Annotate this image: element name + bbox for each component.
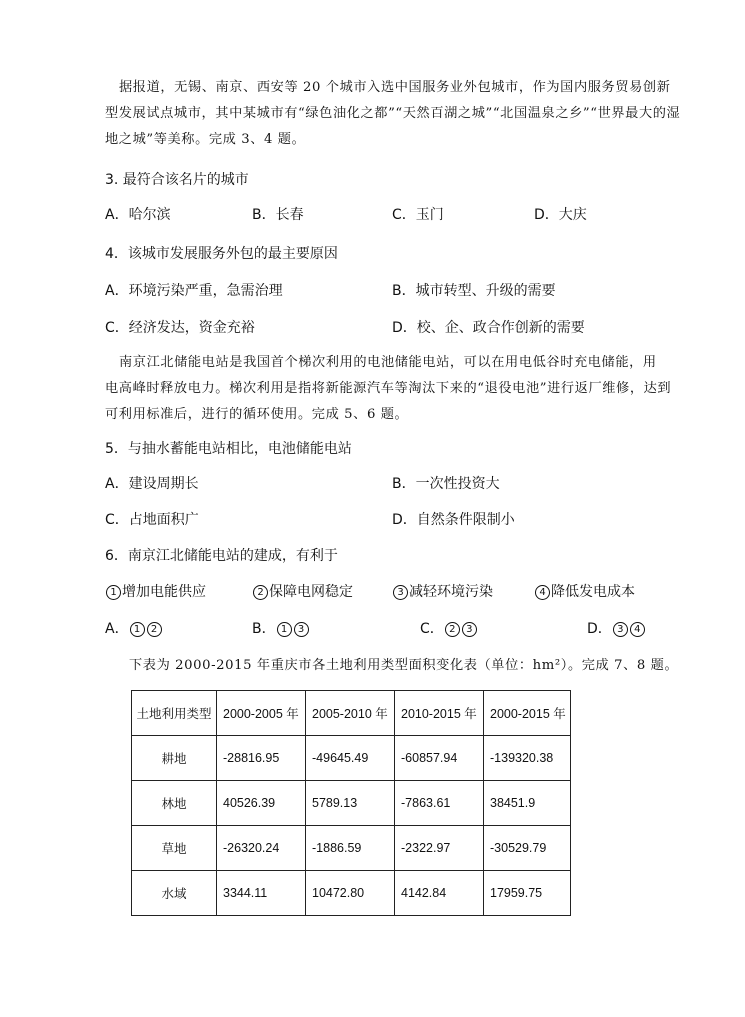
item-text: 降低发电成本 xyxy=(551,584,635,600)
question-3-option-d: D．大庆 xyxy=(534,207,587,223)
table-cell: -60857.94 xyxy=(395,736,484,781)
table-cell: 17959.75 xyxy=(484,871,571,916)
circled-number: 3 xyxy=(462,622,477,637)
table-cell: -139320.38 xyxy=(484,736,571,781)
question-4-stem: 4．该城市发展服务外包的最主要原因 xyxy=(105,246,338,262)
table-header-cell: 2010-2015 年 xyxy=(395,691,484,736)
passage-5-6 xyxy=(105,350,672,428)
item-text: 减轻环境污染 xyxy=(409,584,493,600)
table-header-cell: 2005-2010 年 xyxy=(306,691,395,736)
passage-line: 可利用标准后，进行的循环使用。完成 5、6 题。 xyxy=(105,407,409,422)
question-5-option-d: D．自然条件限制小 xyxy=(392,512,515,528)
question-6-item-4 xyxy=(534,582,635,602)
circled-number: 3 xyxy=(613,622,628,637)
question-3-option-a: A．哈尔滨 xyxy=(105,207,171,223)
circled-number: 1 xyxy=(277,622,292,637)
table-cell: 5789.13 xyxy=(306,781,395,826)
table-row xyxy=(132,826,571,871)
table-header-cell: 2000-2005 年 xyxy=(217,691,306,736)
table-row xyxy=(132,736,571,781)
question-6-option-b xyxy=(252,619,310,639)
option-letter: C． xyxy=(420,621,444,637)
circled-number: 4 xyxy=(535,585,550,600)
table-header-cell: 土地利用类型 xyxy=(132,691,217,736)
table-cell: 3344.11 xyxy=(217,871,306,916)
table-cell: 水域 xyxy=(132,871,217,916)
question-5-option-c: C．占地面积广 xyxy=(105,512,199,528)
table-cell: 4142.84 xyxy=(395,871,484,916)
question-3-stem: 3. 最符合该名片的城市 xyxy=(105,172,249,188)
question-4-option-d: D．校、企、政合作创新的需要 xyxy=(392,320,585,336)
passage-line: 电高峰时释放电力。梯次利用是指将新能源汽车等淘汰下来的“退役电池”进行返厂维修，达到 xyxy=(105,381,672,396)
question-6-option-c xyxy=(420,619,478,639)
option-letter: B． xyxy=(252,621,276,637)
passage-line: 据报道，无锡、南京、西安等 20 个城市入选中国服务业外包城市，作为国内服务贸易创新 xyxy=(119,80,671,95)
table-cell: -2322.97 xyxy=(395,826,484,871)
question-4-option-c: C．经济发达，资金充裕 xyxy=(105,320,255,336)
question-6-stem: 6．南京江北储能电站的建成，有利于 xyxy=(105,548,338,564)
passage-line: 地之城”等美称。完成 3、4 题。 xyxy=(105,132,306,147)
question-3-option-c: C．玉门 xyxy=(392,207,444,223)
question-5-stem: 5．与抽水蓄能电站相比，电池储能电站 xyxy=(105,441,352,457)
item-text: 增加电能供应 xyxy=(122,584,206,600)
table-cell: -26320.24 xyxy=(217,826,306,871)
table-cell: 40526.39 xyxy=(217,781,306,826)
question-3-option-b: B．长春 xyxy=(252,207,304,223)
question-6-item-3 xyxy=(392,582,493,602)
circled-number: 1 xyxy=(130,622,145,637)
circled-number: 3 xyxy=(294,622,309,637)
question-5-option-a: A．建设周期长 xyxy=(105,476,199,492)
table-header-row xyxy=(132,691,571,736)
table-row xyxy=(132,781,571,826)
circled-number: 1 xyxy=(106,585,121,600)
land-use-table xyxy=(131,690,571,916)
passage-line: 下表为 2000-2015 年重庆市各土地利用类型面积变化表（单位：hm²）。完成 7、8 题。 xyxy=(129,658,679,673)
question-6-option-a xyxy=(105,619,163,639)
question-6-option-d xyxy=(587,619,646,639)
table-cell: 38451.9 xyxy=(484,781,571,826)
item-text: 保障电网稳定 xyxy=(269,584,353,600)
passage-3-4 xyxy=(105,75,681,153)
option-letter: D． xyxy=(587,621,612,637)
table-cell: -30529.79 xyxy=(484,826,571,871)
question-6-item-1 xyxy=(105,582,206,602)
circled-number: 2 xyxy=(253,585,268,600)
circled-number: 2 xyxy=(445,622,460,637)
question-6-item-2 xyxy=(252,582,353,602)
circled-number: 2 xyxy=(147,622,162,637)
table-cell: 草地 xyxy=(132,826,217,871)
table-header-cell: 2000-2015 年 xyxy=(484,691,571,736)
question-4-option-b: B．城市转型、升级的需要 xyxy=(392,283,556,299)
circled-number: 4 xyxy=(630,622,645,637)
table-cell: -7863.61 xyxy=(395,781,484,826)
question-4-option-a: A．环境污染严重，急需治理 xyxy=(105,283,283,299)
table-cell: -28816.95 xyxy=(217,736,306,781)
table-row xyxy=(132,871,571,916)
passage-7-8 xyxy=(129,653,679,679)
passage-line: 南京江北储能电站是我国首个梯次利用的电池储能电站，可以在用电低谷时充电储能，用 xyxy=(119,355,657,370)
question-5-option-b: B．一次性投资大 xyxy=(392,476,500,492)
circled-number: 3 xyxy=(393,585,408,600)
table-cell: 耕地 xyxy=(132,736,217,781)
table-cell: 10472.80 xyxy=(306,871,395,916)
table-cell: 林地 xyxy=(132,781,217,826)
table-cell: -1886.59 xyxy=(306,826,395,871)
passage-line: 型发展试点城市，其中某城市有“绿色油化之都”“天然百湖之城”“北国温泉之乡”“世界最大的湿 xyxy=(105,106,681,121)
table-cell: -49645.49 xyxy=(306,736,395,781)
option-letter: A． xyxy=(105,621,129,637)
